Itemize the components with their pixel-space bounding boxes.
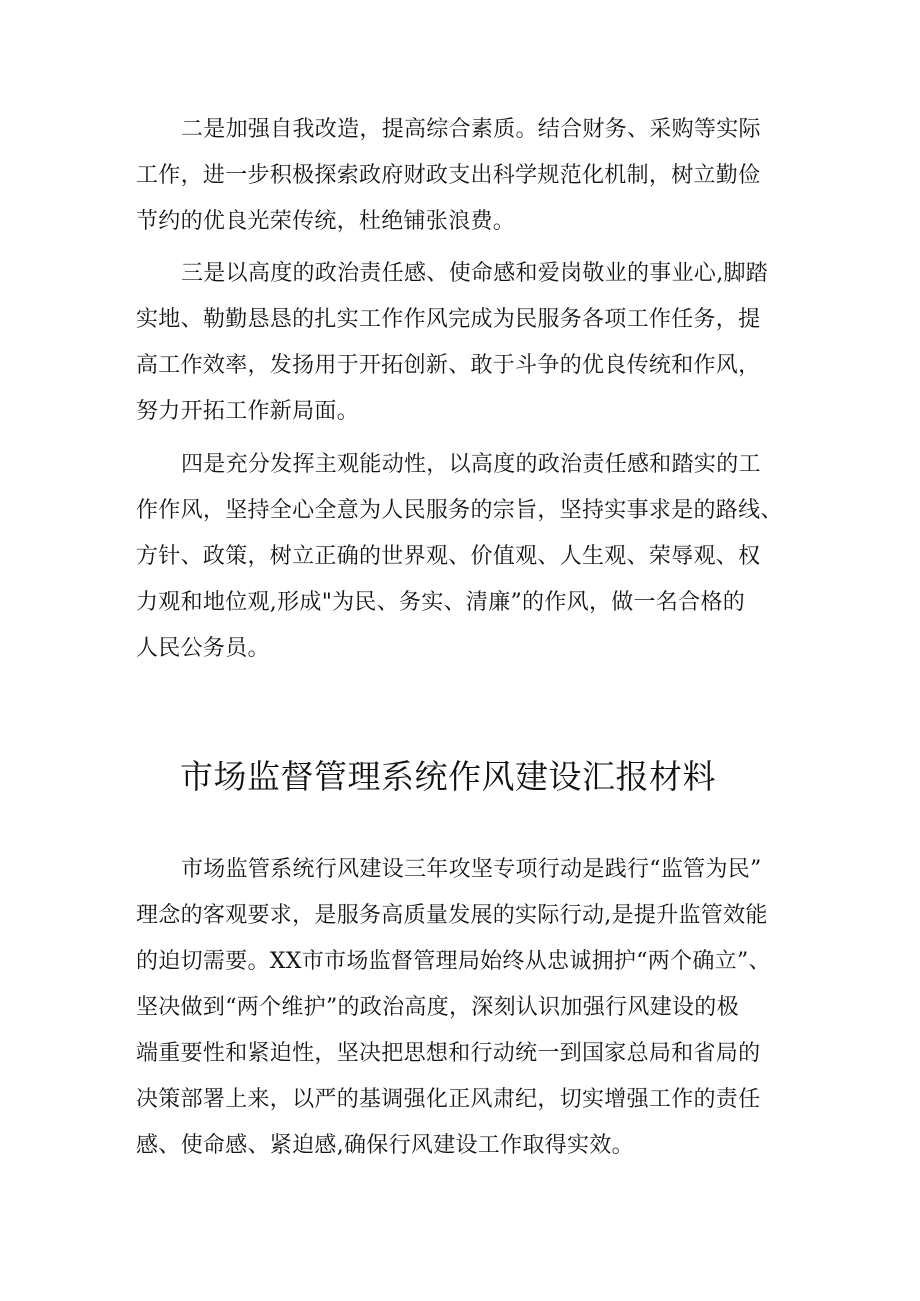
paragraph-four <box>136 442 796 672</box>
paragraph-line: 理念的客观要求，是服务高质量发展的实际行动,是提升监管效能 <box>136 903 768 928</box>
paragraph-intro <box>136 847 796 1169</box>
paragraph-three <box>136 251 796 435</box>
paragraph-line: 高工作效率，发扬用于开拓创新、敢于斗争的优良传统和作风， <box>136 353 761 378</box>
paragraph-line: 方针、政策，树立正确的世界观、价值观、人生观、荣辱观、权 <box>136 544 761 569</box>
paragraph-line: 节约的优良光荣传统，杜绝铺张浪费。 <box>136 209 516 234</box>
paragraph-line: 力观和地位观,形成"为民、务实、清廉”的作风，做一名合格的 <box>136 590 746 615</box>
paragraph-line: 实地、勒勤恳恳的扎实工作作风完成为民服务各项工作任务，提 <box>136 307 761 332</box>
paragraph-two <box>136 107 796 245</box>
paragraph-line: 的迫切需要。XX市市场监督管理局始终从忠诚拥护“两个确立”、 <box>136 949 771 974</box>
paragraph-line: 市场监管系统行风建设三年攻坚专项行动是践行“监管为民” <box>181 857 762 882</box>
paragraph-line: 坚决做到“两个维护”的政治高度，深刻认识加强行风建设的极 <box>136 995 739 1020</box>
paragraph-line: 人民公务员。 <box>136 636 270 661</box>
document-title: 市场监督管理系统作风建设汇报材料 <box>180 757 716 796</box>
paragraph-line: 作作风，坚持全心全意为人民服务的宗旨，坚持实事求是的路线、 <box>136 498 783 523</box>
paragraph-line: 工作，进一步积极探索政府财政支出科学规范化机制，树立勤俭 <box>136 163 761 188</box>
paragraph-line: 四是充分发挥主观能动性，以高度的政治责任感和踏实的工 <box>181 452 761 477</box>
paragraph-line: 努力开拓工作新局面。 <box>136 399 360 424</box>
paragraph-line: 三是以高度的政治责任感、使命感和爱岗敬业的事业心,脚踏 <box>181 261 769 286</box>
paragraph-line: 感、使命感、紧迫感,确保行风建设工作取得实效。 <box>136 1133 634 1158</box>
paragraph-line: 端重要性和紧迫性，坚决把思想和行动统一到国家总局和省局的 <box>136 1041 761 1066</box>
paragraph-line: 二是加强自我改造，提高综合素质。结合财务、采购等实际 <box>181 117 761 142</box>
paragraph-line: 决策部署上来，以严的基调强化正风肃纪，切实增强工作的责任 <box>136 1087 761 1112</box>
